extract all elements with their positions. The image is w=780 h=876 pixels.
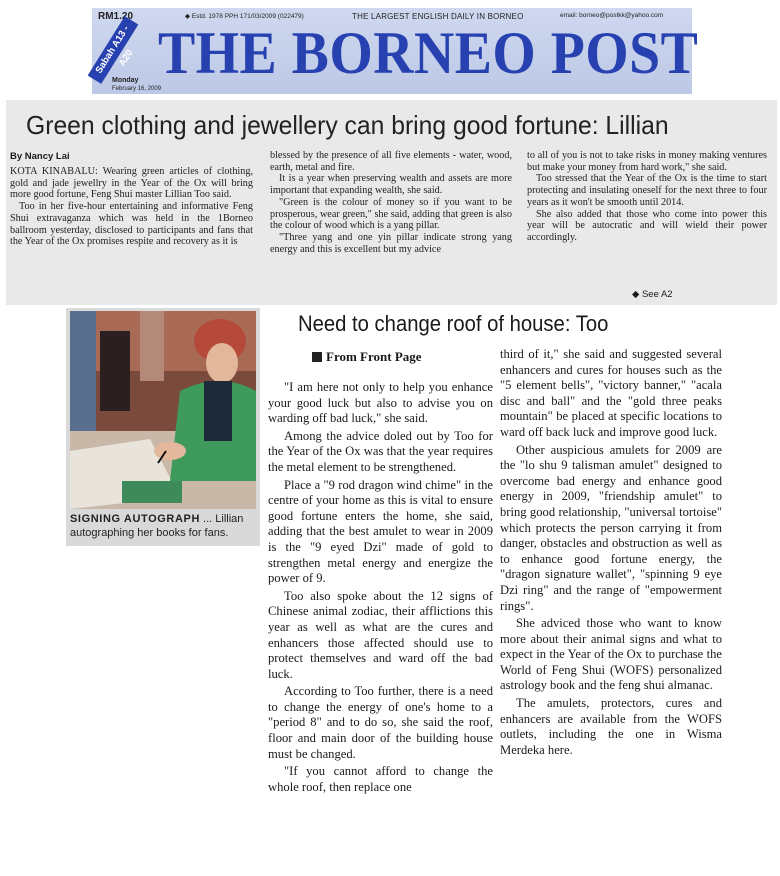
top-article-column-3 — [527, 150, 767, 244]
paragraph: third of it," she said and suggested several enhancers and cures for houses such as the "5 element bells", "victory banner," "acala disc and ball" and the "gold three peaks mountain" be placed at specific locations to ward off back luck and improve good luck. — [500, 347, 722, 439]
top-article-headline: Green clothing and jewellery can bring good fortune: Lillian — [26, 110, 669, 140]
paragraph: Other auspicious amulets for 2009 are the "lo shu 9 talisman amulet" designed to overcome bad energy and enhance good energy in 2009, "friendship amulet" to bring good relationship, "universal tortoise" which protects the person carrying it from danger, obstacles and obstruction as well as to enhance good fortune energy, the "dragon signature wallet", "spinning 9 eye Dzi ring" and the range of "empowerment rings". — [500, 442, 722, 613]
caption-head: SIGNING AUTOGRAPH — [70, 513, 200, 525]
paragraph: Too stressed that the Year of the Ox is the time to start protecting and insulating oneself for the next three to four years as it won't be smooth until 2014. — [527, 173, 767, 208]
publication-info: ◆ Estd. 1978 PPH 171/03/2009 (022479) — [185, 13, 304, 20]
issue-date: February 16, 2009 — [112, 86, 162, 92]
paragraph: "If you cannot afford to change the whole roof, then replace one — [268, 764, 493, 794]
tagline: THE LARGEST ENGLISH DAILY IN BORNEO — [352, 12, 524, 21]
continuation-column-2 — [500, 347, 722, 760]
price-label: RM1.20 — [98, 11, 134, 22]
byline: By Nancy Lai — [10, 151, 70, 162]
caption-body: ... Lillian autographing her books for fans. — [70, 513, 244, 539]
continued-reference: ◆ See A2 — [632, 289, 673, 300]
top-article-column-1 — [10, 166, 253, 248]
paragraph: According to Too further, there is a need to change the energy of one's home to a "period 8" and to do so, she said the roof, floor and main door of the building house must be changed. — [268, 684, 493, 761]
from-front-label — [312, 349, 422, 365]
paragraph: She adviced those who want to know more about their animal signs and what to expect in the Year of the Ox to purchase the World of Feng Shui (WOFS) personalized astrology book and the feng shui almanac. — [500, 616, 722, 693]
paragraph: blessed by the presence of all five elements - water, wood, earth, metal and fire. — [270, 150, 512, 173]
email-label: email: borneo@postkk@yahoo.com — [560, 12, 664, 19]
paragraph: It is a year when preserving wealth and assets are more important that expanding wealth, she said. — [270, 173, 512, 197]
paragraph: "Three yang and one yin pillar indicate strong yang energy and this is excellent but my advice — [270, 231, 512, 255]
square-bullet-icon — [312, 352, 322, 362]
section-tag: Sabah A13 - A20 — [88, 16, 139, 84]
paragraph: Among the advice doled out by Too for the Year of the Ox was that the year requires the metal element to be strengthened. — [268, 428, 493, 474]
photo-caption — [70, 512, 258, 540]
paragraph: "Green is the colour of money so if you want to be prosperous, wear green," she said, adding that green is also the colour of wood which is a yang pillar. — [270, 196, 512, 232]
paragraph: "I am here not only to help you enhance your good luck but also to advise you on warding off bad luck," she said. — [268, 380, 493, 426]
top-article-column-2 — [270, 150, 512, 255]
paragraph: Place a "9 rod dragon wind chime" in the centre of your home as this is vital to ensure good fortune enters the home, she said, adding that the best amulet to wear in 2009 is the "9 eyed Dzi" made of gold to strengthen metal energy and energize the power of 9. — [268, 477, 493, 586]
newspaper-title: THE BORNEO POST — [158, 20, 699, 86]
paragraph: She also added that those who come into power this year will be autocratic and will wield their power accordingly. — [527, 208, 767, 243]
from-front-text: From Front Page — [326, 349, 422, 364]
paragraph: to all of you is not to take risks in money making ventures but make your money from hard work," she said. — [527, 150, 767, 173]
paragraph: The amulets, protectors, cures and enhancers are available from the WOFS outlets, including the one in Wisma Merdeka here. — [500, 696, 722, 757]
paragraph: KOTA KINABALU: Wearing green articles of clothing, gold and jade jewellry in the Year of the Ox will bring more good fortune, Feng Shui master Lillian Too said. — [10, 166, 253, 201]
autograph-photo — [70, 311, 256, 509]
issue-day: Monday — [112, 77, 139, 84]
continuation-column-1 — [268, 380, 493, 797]
paragraph: Too in her five-hour entertaining and informative Feng Shui extravaganza which was held in the 1Borneo ballroom yesterday, disclosed to participants and fans that the Year of the Ox promises respite and recovery as it is — [10, 201, 253, 248]
paragraph: Too also spoke about the 12 signs of Chinese animal zodiac, their afflictions this year as well as what are the cures and enhancers those affected should use to protect themselves and ward off the bad luck. — [268, 588, 493, 681]
continuation-headline: Need to change roof of house: Too — [298, 311, 609, 336]
